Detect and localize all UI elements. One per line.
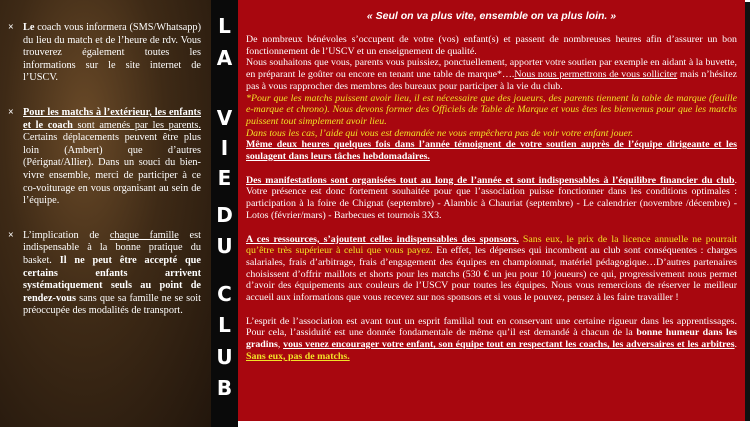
solicit-text: Nous nous permettrons de vous solliciter: [514, 69, 678, 81]
no-match-text: Sans eux, pas de matchs.: [246, 350, 350, 362]
two-hours-text: Même deux heures quelques fois dans l’année témoignent de votre soutien auprès de l’équipe dirigeante et les soulagent dans leurs tâches hebdomadaires.: [246, 139, 737, 163]
left-paragraph-away-matches: [8, 107, 201, 208]
encourage-text: vous venez encourager votre enfant, son équipe tout en respectant les coachs, les adversaires et les arbitres: [283, 339, 735, 351]
unaccepted-text: Il ne peut être accepté que certains enfants arrivent systématiquement seuls au point de rendez-vous: [23, 254, 201, 304]
expenses-text: En effet, les dépenses qui incombent au club sont conséquentes : charges salariales, frais d’arbitrage, frais d’engagement des équipes en championnat, matériel pédagogique…D’autres partenaires choisissent d’offrir maillots et shorts pour les matchs (530 € un jeu pour 10 joueurs) ce qui, progressivement nous permet d’avoir des équipements aux couleurs de l’USCV pour toutes les équipes. Nous vous remercions de réserver le meilleur accueil aux informations que vous recevez sur nos sponsors et si vous le pouvez, pensez à les faire travailler !: [246, 245, 737, 304]
title-letter: U: [216, 345, 233, 369]
each-family-text: chaque famille: [109, 229, 179, 241]
join-text: mais n’hésitez pas à vous rapprocher des membres des bureaux pour participer à la vie du club.: [246, 69, 737, 92]
scoretable-note: *Pour que les matchs puissent avoir lieu, il est nécessaire que des joueurs, des parents tiennent la table de marque (feuille e-marque et chrono). Nous devons former des Officiels de Table de Marque et vous êtes les bienvenus pour que les matchs puissent tout simplement avoir lieu.: [246, 92, 737, 127]
parents-drive-text: sont amenés par les parents.: [72, 119, 201, 131]
left-paragraph-family-involvement: [8, 230, 201, 318]
title-letter: L: [218, 14, 231, 38]
carpool-text: Certains déplacements peuvent être plus loin (Ambert) que d’autres (Pérignat/Allier). Dans un souci du bien-vivre ensemble, merci de participer à ce co-voiturage en vous organisant au sein de l’équipe.: [23, 132, 201, 207]
left-panel: [0, 0, 211, 427]
transport-text: sans que sa famille ne se soit préoccupée des modalités de transport.: [23, 292, 201, 317]
title-letter: B: [216, 376, 233, 400]
separator-text: ,: [277, 339, 284, 351]
coach-info-text: coach vous informera (SMS/Whatsapp) du lieu du match et de l’heure de rdv. Vous trouverez également toutes les informations sur le site internet de l’USCV.: [23, 22, 201, 84]
spirit-text: L’esprit de l’association est avant tout un esprit familial tout en conservant une certaine rigueur dans les apprentissages. Pour cela, l’assiduité est une donnée fondamentale de même qu’il est demandé à chacun de la: [246, 315, 737, 339]
right-panel: [238, 0, 745, 421]
sponsors-heading: A ces ressources, s’ajoutent celles indispensables des sponsors.: [246, 233, 519, 245]
title-letter: D: [216, 203, 233, 227]
title-letter: A: [216, 46, 233, 70]
separator-text: .: [734, 339, 738, 351]
title-letter: C: [217, 282, 232, 306]
title-letter: V: [216, 106, 233, 130]
volunteers-text: De nombreux bénévoles s’occupent de votre (vos) enfant(s) et passent de nombreuses heures afin d’assurer un bon fonctionnement de l’USCV et un enseignement de qualité.: [246, 34, 737, 57]
vertical-title: [211, 0, 238, 427]
watch-child-note: Dans tous les cas, l’aide qui vous est demandée ne vous empêchera pas de voir votre enfant jouer.: [246, 127, 634, 139]
license-price-text: Sans eux, le prix de la licence annuelle ne pourrait qu’être très supérieur à celui que vous payez.: [246, 233, 737, 257]
away-matches-heading: Pour les matchs à l’extérieur, les enfants et le coach: [23, 106, 201, 131]
title-letter: I: [220, 136, 229, 160]
bullet-icon: ×: [8, 229, 14, 241]
title-letter: L: [218, 313, 231, 337]
events-text: . Votre présence est donc fortement souhaitée pour que l’association puisse fonctionner dans les conditions optimales : participation à la foire de Chignat (septembre) - Alambic à Chauriat (septembre) - Le calendrier (novembre /décembre) - Lotos (février/mars) - Barbecues et tournois 3X3.: [246, 174, 737, 221]
support-request-text: Nous souhaitons que vous, parents vous puissiez, ponctuellement, apporter votre soutien par exemple en aidant à la buvette, en préparant le goûter ou encore en tenant une table de marque*….: [246, 57, 737, 81]
events-heading: Des manifestations sont organisées tout au long de l’année et sont indispensables à l’équilibre financier du club: [246, 174, 735, 186]
bullet-icon: ×: [8, 106, 14, 118]
title-letter: E: [217, 166, 232, 190]
motto: « Seul on va plus vite, ensemble on va plus loin. »: [366, 10, 617, 22]
coach-label: Le: [23, 22, 35, 33]
involvement-intro: L’implication de: [23, 229, 110, 241]
title-letter: U: [216, 234, 233, 258]
sponsors-paragraph: [246, 234, 737, 304]
spirit-paragraph: [246, 316, 737, 363]
involvement-text: est indispensable à la bonne pratique du basket.: [23, 229, 201, 266]
good-mood-text: bonne humeur dans les gradins: [246, 327, 737, 351]
events-paragraph: [246, 175, 737, 222]
page-shadow: [745, 2, 750, 424]
bullet-icon: ×: [8, 22, 14, 33]
bottom-border: [238, 421, 750, 427]
volunteers-paragraph: [246, 34, 737, 163]
left-paragraph-coach-info: [8, 22, 201, 85]
